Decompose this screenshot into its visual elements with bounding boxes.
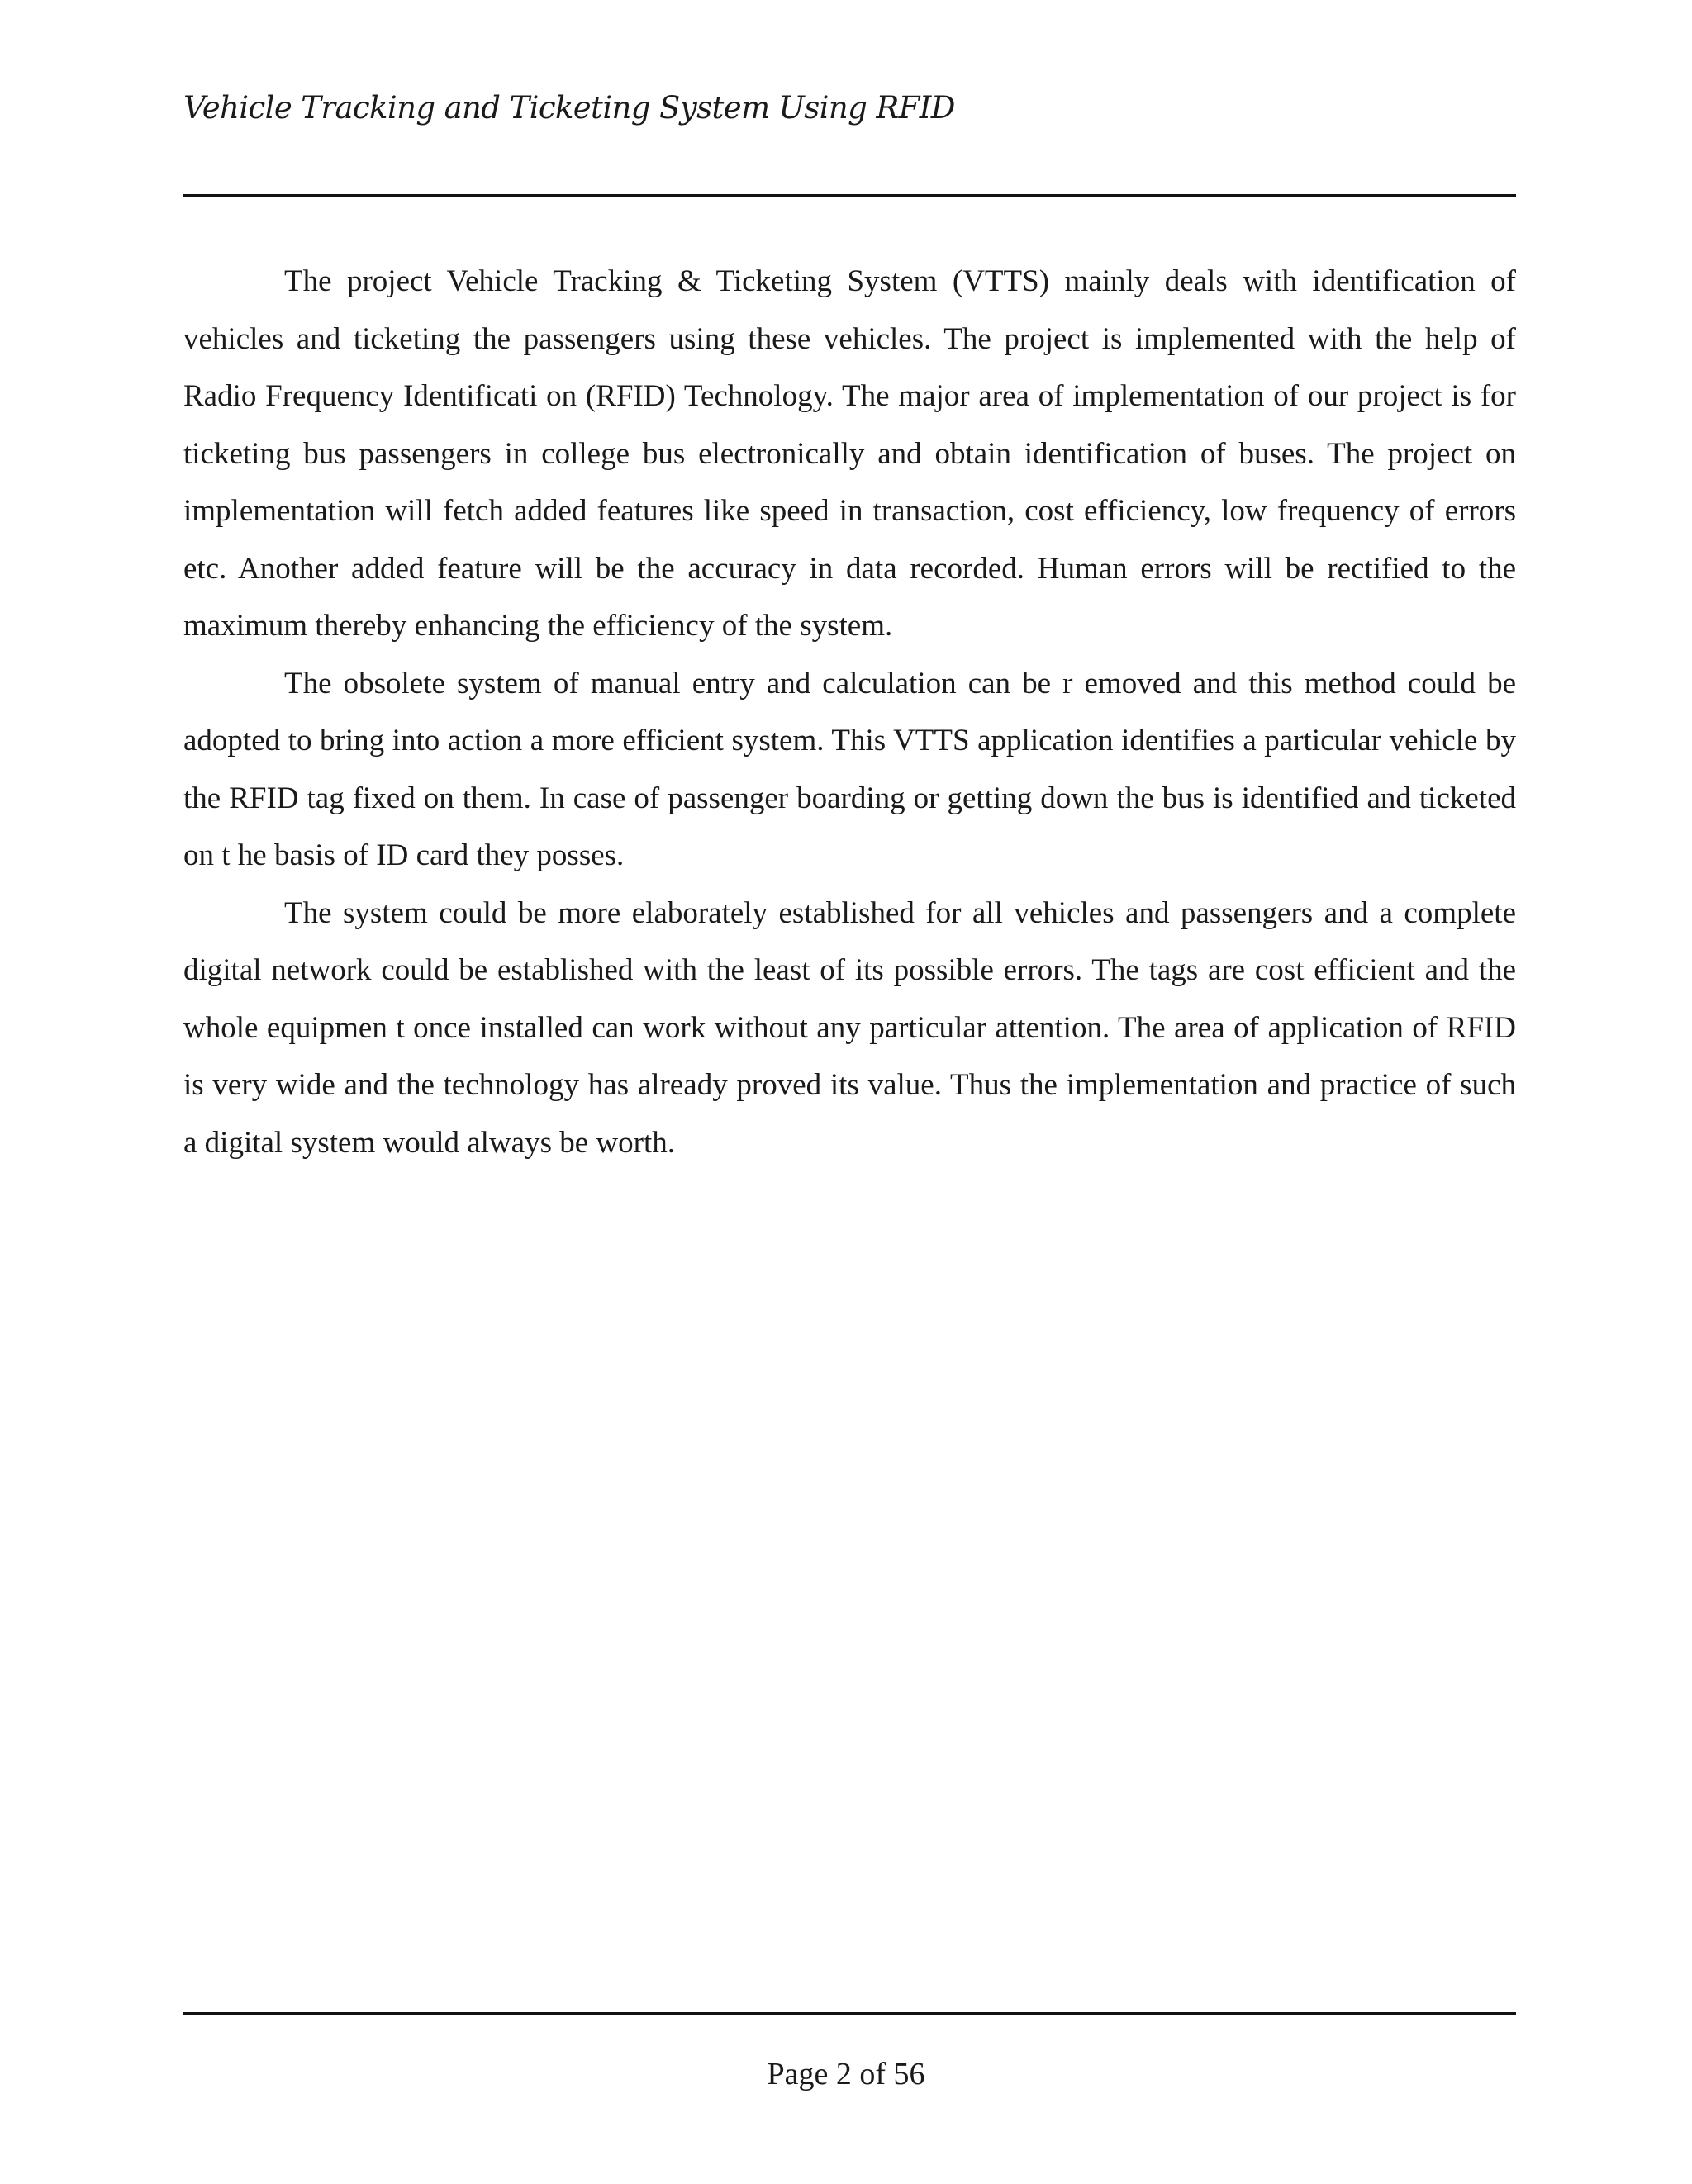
header-divider <box>183 194 1516 197</box>
paragraph-3: The system could be more elaborately established for all vehicles and passengers and a complete digital network could be established with the least of its possible errors. The tags are cost efficient and the whole equipmen t once installed can work without any particular attention. The area of application of RFID is very wide and the technology has already proved its value. Thus the implementation and practice of such a digital system would always be worth. <box>183 895 1516 1160</box>
page-header-title: Vehicle Tracking and Ticketing System Using RFID <box>183 90 955 126</box>
body-text <box>183 253 1516 1171</box>
paragraph-1: The project Vehicle Tracking & Ticketing System (VTTS) mainly deals with identification of vehicles and ticketing the passengers using these vehicles. The project is implemented with the help of Radio Frequency Identificati on (RFID) Technology. The major area of implementation of our project is for ticketing bus passengers in college bus electronically and obtain identification of buses. The project on implementation will fetch added features like speed in transaction, cost efficiency, low frequency of errors etc. Another added feature will be the accuracy in data recorded. Human errors will be rectified to the maximum thereby enhancing the efficiency of the system. <box>183 264 1516 643</box>
footer-divider <box>183 2012 1516 2015</box>
page-number: Page 2 of 56 <box>767 2057 925 2091</box>
paragraph-2: The obsolete system of manual entry and calculation can be r emoved and this method could be adopted to bring into action a more efficient system. This VTTS application identifies a particular vehicle by the RFID tag fixed on them. In case of passenger boarding or getting down the bus is identified and ticketed on t he basis of ID card they posses. <box>183 666 1516 872</box>
